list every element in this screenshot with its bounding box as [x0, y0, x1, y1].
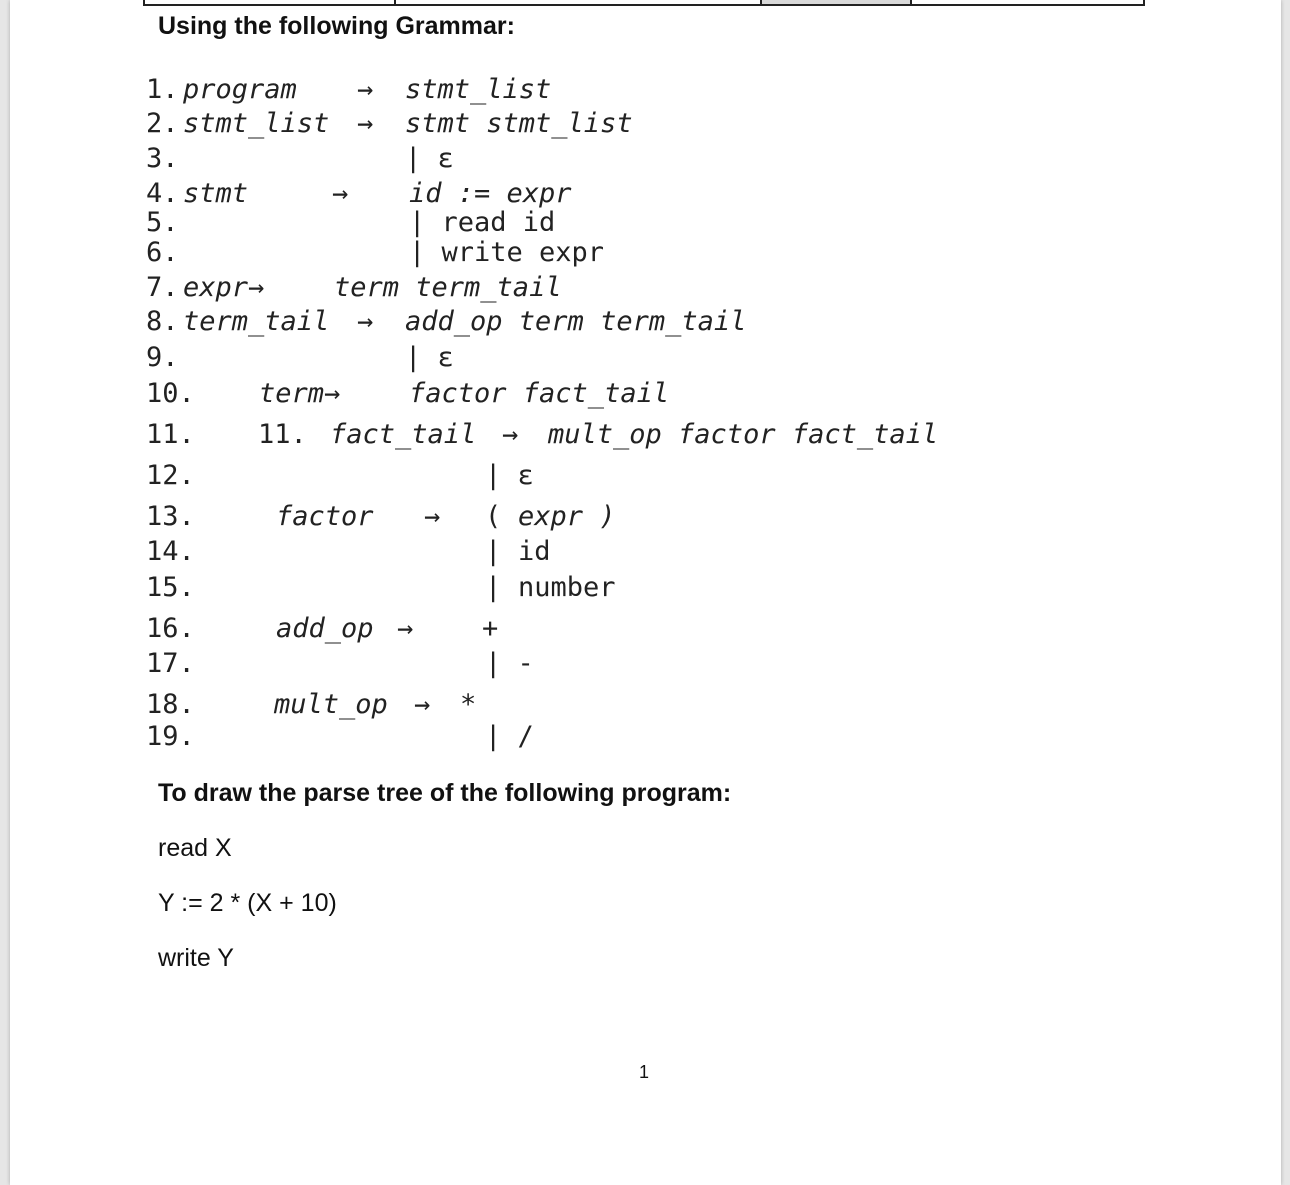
grammar-heading: Using the following Grammar: — [158, 12, 515, 40]
rule-number: 3. — [146, 143, 179, 174]
rule-number: 16. — [146, 613, 195, 644]
rule-lhs: fact_tail — [330, 419, 477, 450]
rule-number: 12. — [146, 460, 195, 491]
rule-rhs: + — [482, 613, 499, 644]
rule-lhs: program — [183, 74, 297, 105]
rule-number: 19. — [146, 721, 195, 752]
rule-number: 2. — [146, 108, 179, 139]
rule-arrow: → — [357, 108, 374, 139]
program-line: write Y — [158, 944, 234, 972]
rule-number: 13. — [146, 501, 195, 532]
rule-rhs: | ε — [405, 342, 454, 373]
rule-rhs: number — [518, 572, 616, 603]
table-divider — [760, 0, 762, 4]
rule-rhs: expr ) — [518, 501, 616, 532]
rule-number: 10. — [146, 378, 195, 409]
rule-number: 17. — [146, 648, 195, 679]
rule-lhs: mult_op — [274, 689, 388, 720]
rule-arrow: → — [424, 501, 441, 532]
document-page — [10, 0, 1281, 1185]
table-divider — [910, 0, 912, 4]
rule-lhs: term_tail — [183, 306, 330, 337]
rule-arrow: → — [357, 306, 374, 337]
rule-number: 8. — [146, 306, 179, 337]
program-heading: To draw the parse tree of the following program: — [158, 779, 732, 807]
rule-rhs: id := expr — [409, 178, 572, 209]
program-line: read X — [158, 834, 232, 862]
rule-rhs: | ε — [405, 143, 454, 174]
rule-rhs-bar: | — [485, 572, 502, 603]
rule-number: 7. — [146, 272, 179, 303]
rule-number: 14. — [146, 536, 195, 567]
rule-number: 5. — [146, 207, 179, 238]
rule-lhs: add_op — [276, 613, 374, 644]
rule-lhs: stmt_list — [183, 108, 330, 139]
rule-rhs: | - — [485, 648, 534, 679]
table-border-fragment — [143, 0, 1145, 6]
rule-lhs: expr→ — [183, 272, 265, 303]
rule-arrow: → — [502, 419, 519, 450]
rule-arrow: → — [357, 74, 374, 105]
rule-rhs: | read id — [409, 207, 556, 238]
rule-arrow: → — [397, 613, 414, 644]
rule-rhs: id — [518, 536, 551, 567]
rule-rhs: | ε — [485, 460, 534, 491]
rule-rhs: mult_op factor fact_tail — [548, 419, 939, 450]
rule-rhs: stmt stmt_list — [405, 108, 633, 139]
rule-rhs: * — [460, 689, 477, 720]
rule-arrow: → — [414, 689, 431, 720]
rule-number: 9. — [146, 342, 179, 373]
rule-arrow: → — [332, 178, 349, 209]
rule-rhs: term term_tail — [334, 272, 562, 303]
rule-prefix: 11. — [258, 419, 307, 450]
rule-rhs: add_op term term_tail — [405, 306, 747, 337]
rule-rhs: factor fact_tail — [409, 378, 670, 409]
program-line: Y := 2 * (X + 10) — [158, 889, 337, 917]
table-divider — [394, 0, 396, 4]
table-shaded-cell — [762, 0, 910, 4]
rule-lhs: term→ — [259, 378, 341, 409]
rule-number: 11. — [146, 419, 195, 450]
rule-lhs: factor — [276, 501, 374, 532]
rule-rhs-open-paren: ( — [485, 501, 502, 532]
rule-number: 1. — [146, 74, 179, 105]
rule-number: 4. — [146, 178, 179, 209]
rule-rhs: | write expr — [409, 237, 605, 268]
rule-number: 18. — [146, 689, 195, 720]
rule-number: 6. — [146, 237, 179, 268]
rule-rhs: stmt_list — [405, 74, 552, 105]
rule-rhs-bar: | — [485, 536, 502, 567]
rule-lhs: stmt — [183, 178, 249, 209]
rule-number: 15. — [146, 572, 195, 603]
rule-rhs: | / — [485, 721, 534, 752]
page-number: 1 — [639, 1062, 650, 1082]
